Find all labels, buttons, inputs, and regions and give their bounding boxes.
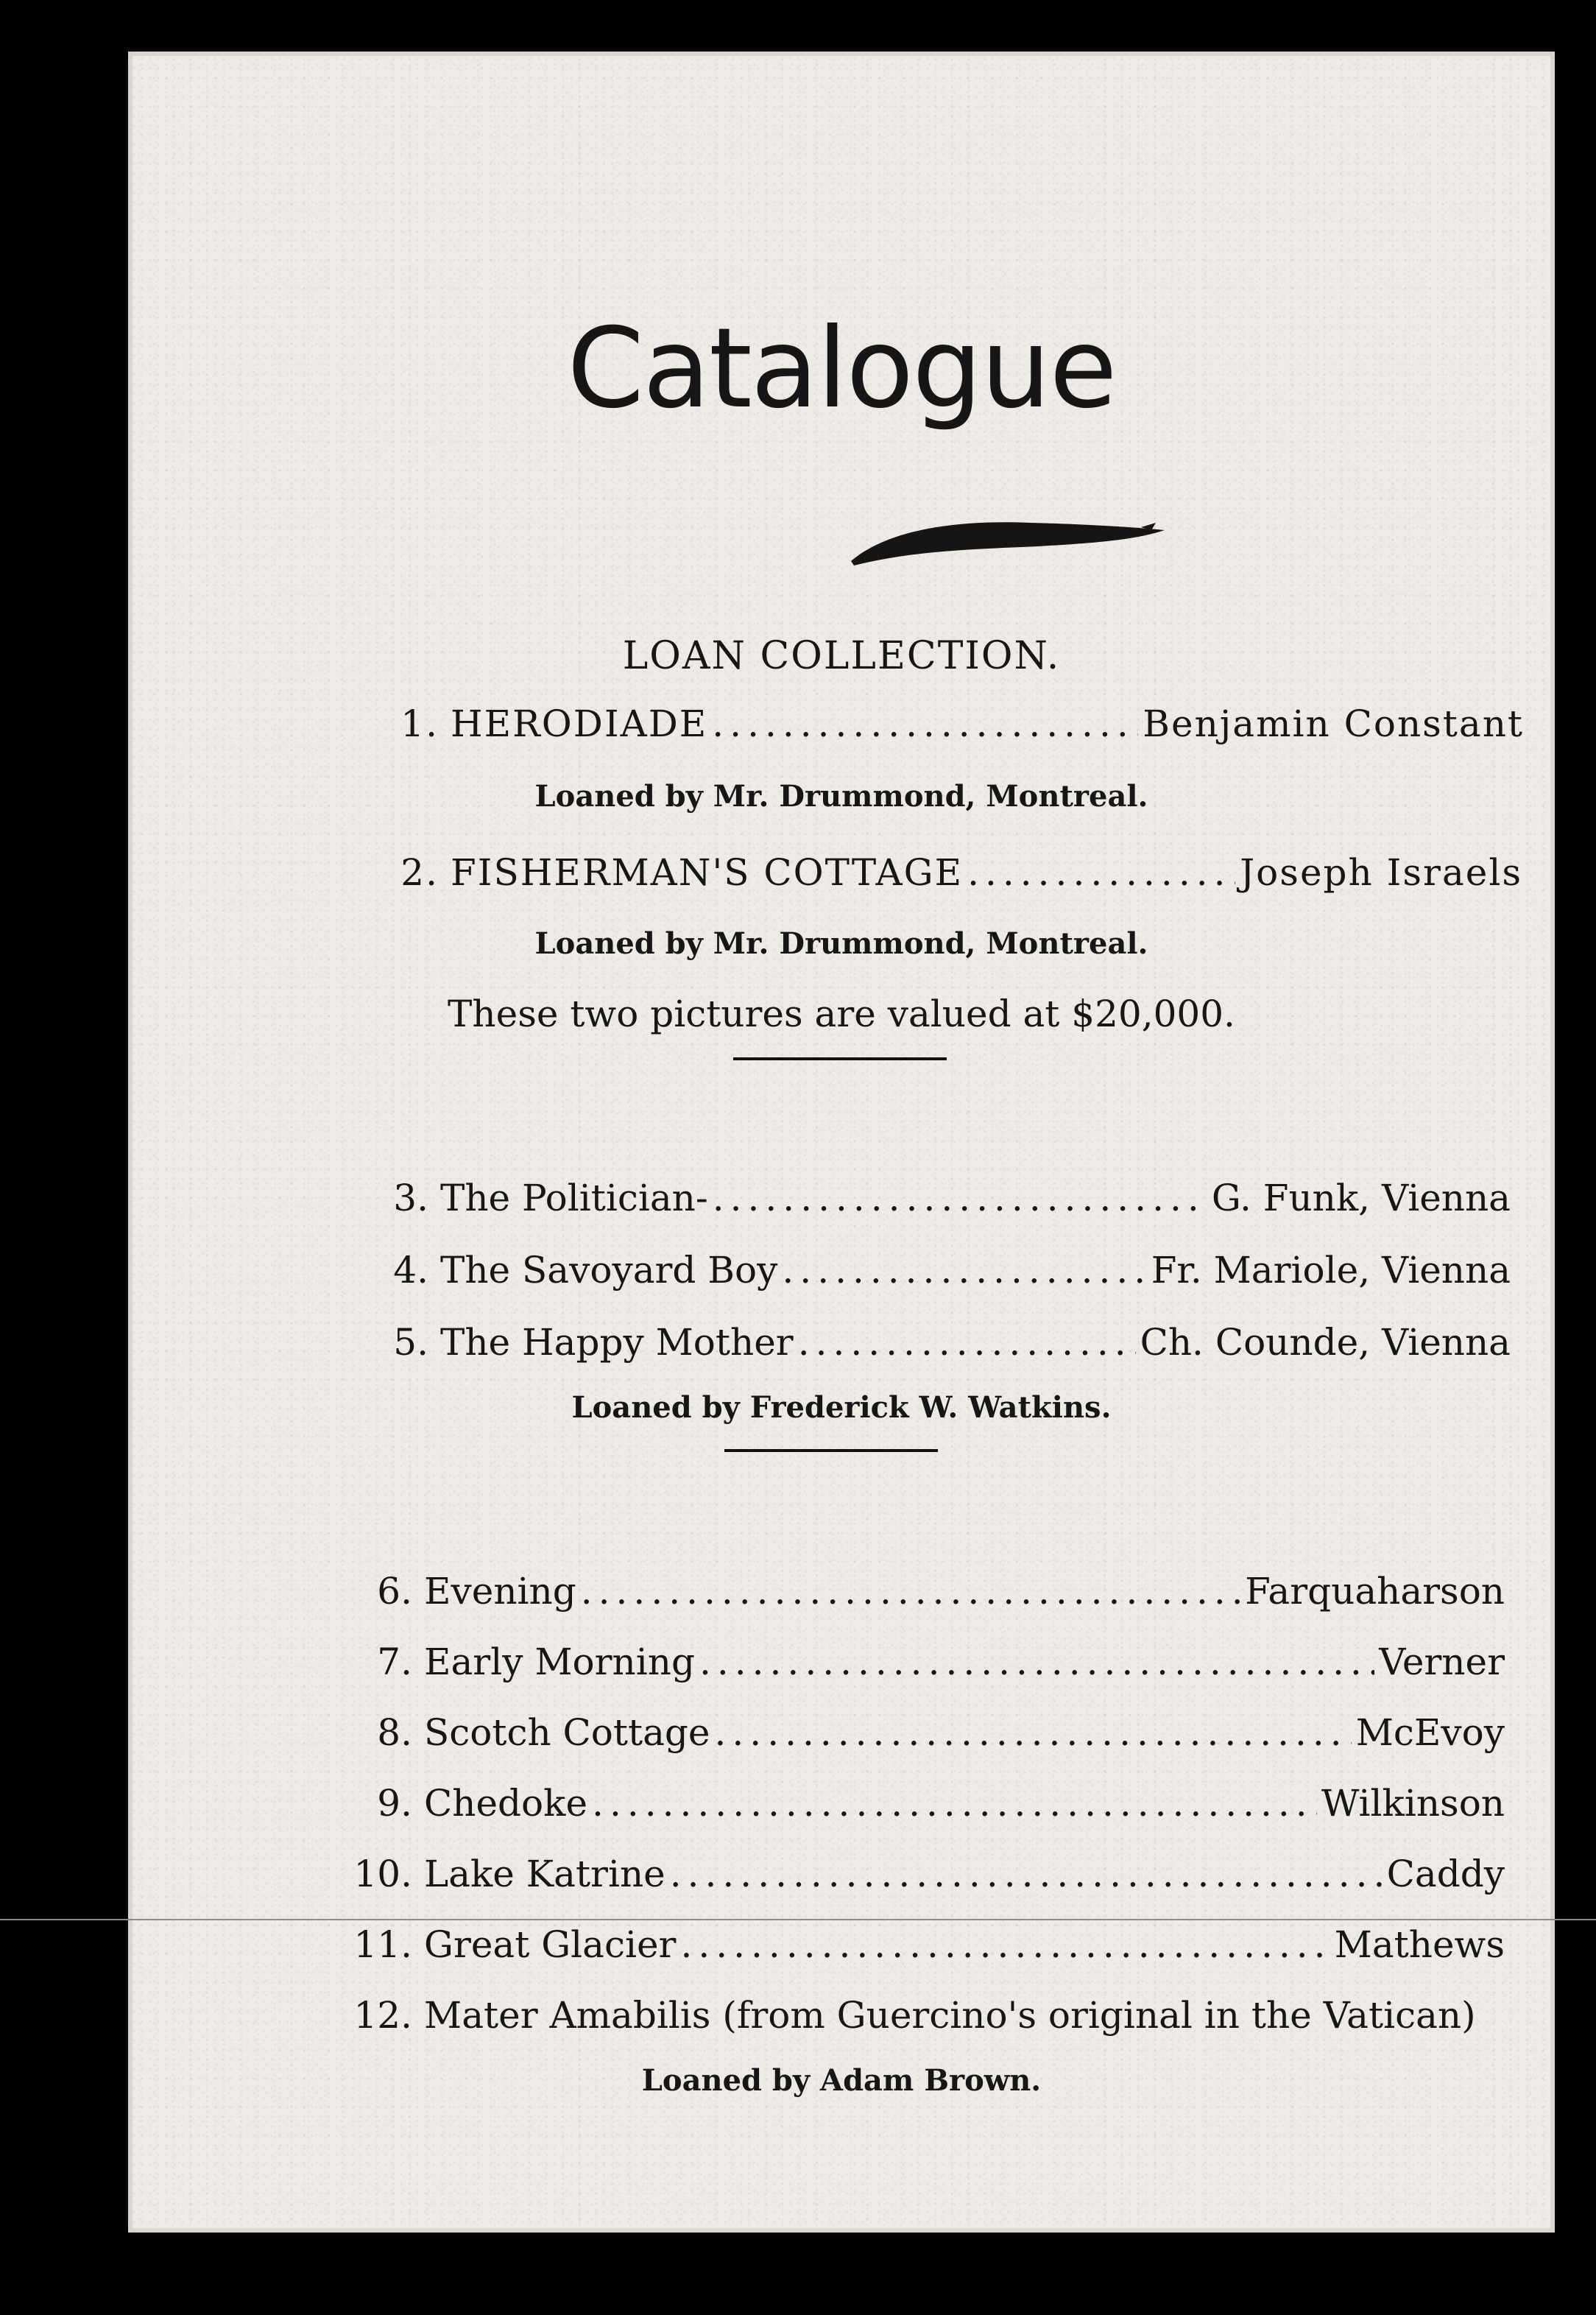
loan-note: Loaned by Frederick W. Watkins. [571, 1390, 1112, 1425]
entry-artist: Caddy [1386, 1853, 1505, 1895]
catalogue-entry [349, 1641, 1505, 1692]
catalogue-entry [349, 1570, 1505, 1621]
scan-artifact-line [0, 1919, 1596, 1920]
leader-dots [798, 1321, 1136, 1364]
leader-dots [713, 1177, 1207, 1219]
leader-dots [967, 851, 1235, 894]
catalogue-entry [349, 1782, 1505, 1833]
entry-number: 7. [377, 1641, 412, 1683]
leader-dots [699, 1641, 1374, 1683]
entry-title: Mater Amabilis (from Guercino's original in the Vatican) [424, 1994, 1476, 2037]
divider [733, 1057, 947, 1060]
entry-artist: Ch. Counde, Vienna [1140, 1321, 1511, 1364]
loan-note: Loaned by Adam Brown. [641, 2063, 1042, 2098]
entry-number: 3. [393, 1177, 428, 1219]
catalogue-entry [365, 1177, 1511, 1228]
leader-dots [715, 1711, 1352, 1754]
entry-title: The Savoyard Boy [440, 1249, 778, 1292]
entry-title: Scotch Cottage [424, 1711, 710, 1754]
catalogue-entry [349, 1711, 1505, 1763]
loan-note: Loaned by Mr. Drummond, Montreal. [534, 926, 1148, 961]
entry-title: FISHERMAN'S COTTAGE [451, 851, 964, 894]
entry-title: Great Glacier [424, 1923, 677, 1966]
leader-dots [712, 702, 1138, 745]
entry-title: HERODIADE [451, 702, 708, 745]
entry-title: The Politician- [440, 1177, 708, 1219]
entry-number: 6. [377, 1570, 412, 1613]
entry-title: Evening [424, 1570, 576, 1613]
entry-number: 8. [377, 1711, 412, 1754]
entry-number: 1. [400, 702, 439, 745]
entry-number: 5. [393, 1321, 428, 1364]
entry-artist: Farquaharson [1245, 1570, 1505, 1613]
entry-title: Lake Katrine [424, 1853, 665, 1895]
valuation-note: These two pictures are valued at $20,000. [448, 993, 1235, 1035]
entry-number: 12. [353, 1994, 412, 2037]
catalogue-entry [375, 851, 1522, 903]
catalogue-entry [365, 1321, 1511, 1373]
catalogue-entry [349, 1994, 1505, 2046]
entry-artist: Joseph Israels [1240, 851, 1522, 894]
leader-dots [592, 1782, 1317, 1825]
leader-dots [670, 1853, 1383, 1895]
entry-number: 2. [400, 851, 439, 894]
leader-dots [782, 1249, 1146, 1292]
entry-artist: Benjamin Constant [1143, 702, 1524, 745]
catalogue-entry [375, 702, 1524, 754]
loan-collection-heading: LOAN COLLECTION. [622, 634, 1061, 678]
leader-dots [680, 1923, 1330, 1966]
entry-title: Chedoke [424, 1782, 588, 1825]
entry-number: 10. [353, 1853, 412, 1895]
entry-artist: Fr. Mariole, Vienna [1151, 1249, 1511, 1292]
divider [724, 1449, 938, 1452]
entry-artist: G. Funk, Vienna [1211, 1177, 1511, 1219]
catalogue-entry [365, 1249, 1511, 1300]
entry-number: 9. [377, 1782, 412, 1825]
entry-artist: Mathews [1334, 1923, 1505, 1966]
leader-dots [581, 1570, 1240, 1613]
entry-number: 4. [393, 1249, 428, 1292]
entry-artist: McEvoy [1355, 1711, 1505, 1754]
loan-note: Loaned by Mr. Drummond, Montreal. [534, 779, 1148, 814]
ornamental-swash-icon [847, 498, 1170, 579]
catalogue-entry [349, 1853, 1505, 1904]
page-title: Catalogue [567, 305, 1116, 433]
catalogue-entry [349, 1923, 1505, 1975]
entry-artist: Verner [1379, 1641, 1505, 1683]
catalogue-page [133, 56, 1550, 2228]
entry-title: Early Morning [424, 1641, 695, 1683]
entry-title: The Happy Mother [440, 1321, 794, 1364]
entry-number: 11. [353, 1923, 412, 1966]
entry-artist: Wilkinson [1321, 1782, 1505, 1825]
